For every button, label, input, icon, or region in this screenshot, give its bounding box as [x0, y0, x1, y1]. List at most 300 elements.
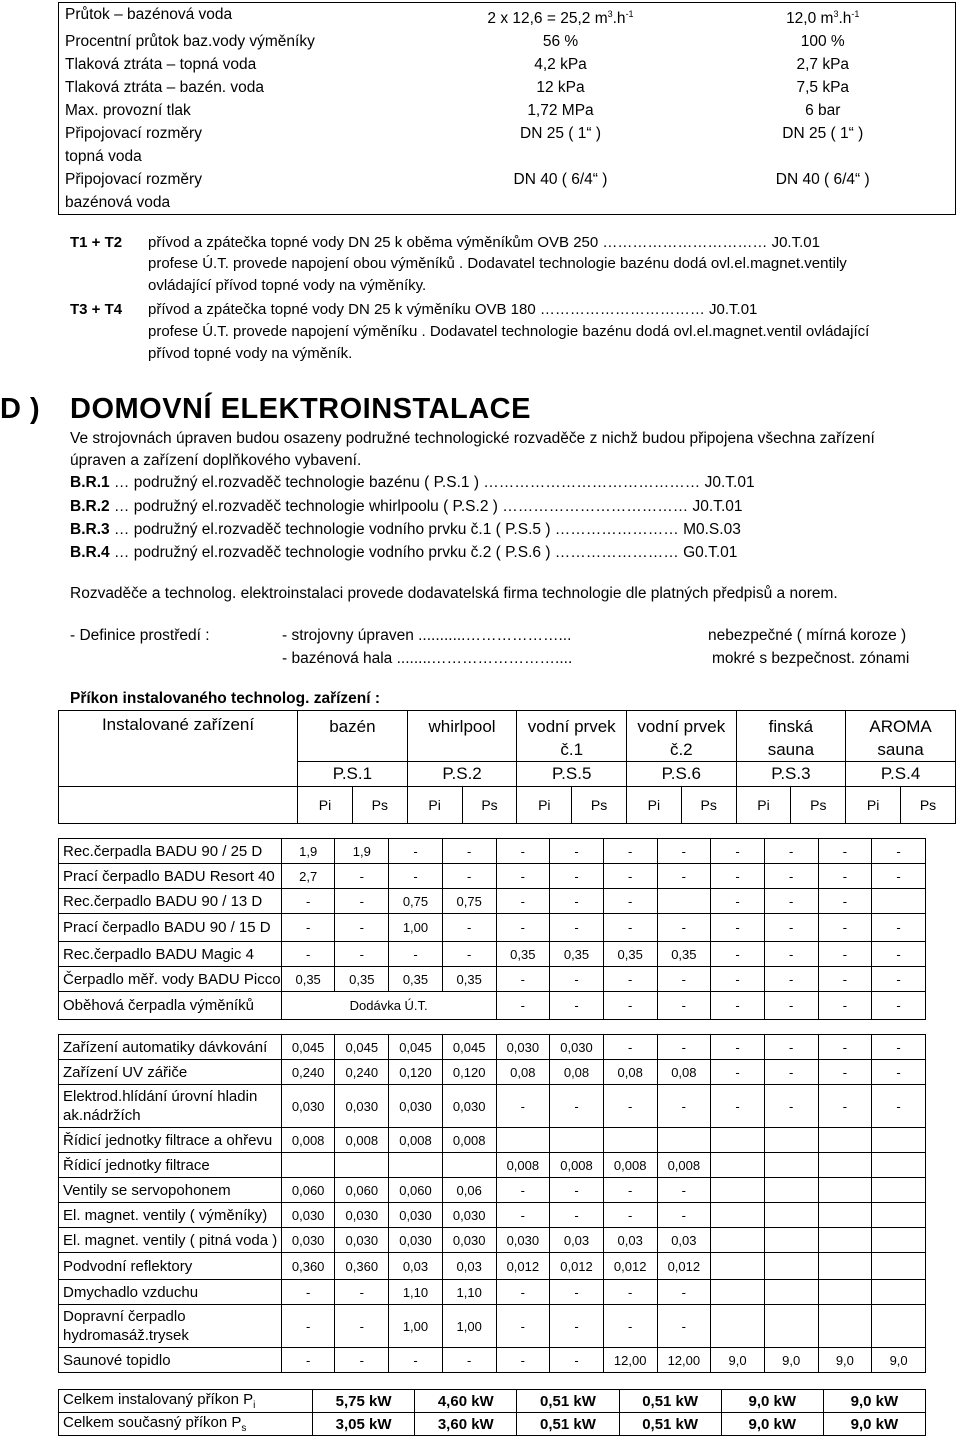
total-value: 0,51 kW: [619, 1390, 721, 1413]
table-row: [59, 1203, 926, 1228]
value-cell: -: [496, 1178, 550, 1203]
table-row: [59, 1280, 926, 1305]
exchanger-label-cell: [59, 99, 431, 122]
value-text: 100 %: [800, 33, 845, 51]
value-cell: -: [442, 864, 496, 889]
value-cell: -: [764, 942, 818, 967]
value-cell: [764, 1203, 818, 1228]
exchanger-label: Tlaková ztráta – topná voda: [65, 56, 257, 74]
exchanger-value: [431, 122, 691, 168]
table-row: [59, 1178, 926, 1203]
table-row: [59, 1085, 926, 1128]
value-cell: -: [550, 992, 604, 1020]
exchanger-value: [691, 3, 956, 31]
value-cell: [711, 1128, 765, 1153]
row-name: Rec.čerpadla BADU 90 / 25 D: [59, 839, 282, 864]
exchanger-value: [431, 3, 691, 31]
value-cell: -: [550, 1178, 604, 1203]
exchanger-label-2: bazénová voda: [65, 194, 171, 212]
value-cell: -: [603, 967, 657, 992]
table-row: [59, 1153, 926, 1178]
value-cell: -: [818, 914, 872, 942]
value-cell: -: [711, 967, 765, 992]
devices-table: [58, 1034, 926, 1373]
value-cell: 0,120: [442, 1060, 496, 1085]
value-cell: -: [818, 967, 872, 992]
value-cell: 0,045: [442, 1035, 496, 1060]
value-cell: [550, 1128, 604, 1153]
value-text: 1,72 MPa: [527, 102, 594, 120]
row-name: El. magnet. ventily ( pitná voda ): [59, 1228, 282, 1253]
row-name: Elektrod.hlídání úrovní hladin ak.nádržích: [59, 1085, 282, 1128]
value-cell: 12,00: [603, 1348, 657, 1373]
installed-equipment-header: Instalované zařízení: [59, 711, 298, 787]
value-cell: -: [603, 914, 657, 942]
value-cell: -: [657, 1035, 711, 1060]
value-cell: -: [389, 839, 443, 864]
value-cell: -: [335, 914, 389, 942]
equipment-header: [736, 711, 846, 762]
environment-label: - Definice prostředí :: [70, 627, 210, 644]
total-name: [59, 1413, 313, 1436]
value-cell: -: [764, 839, 818, 864]
value-cell: -: [335, 1280, 389, 1305]
total-row: [59, 1413, 926, 1436]
exchanger-label-cell: [59, 30, 431, 53]
environment-1: - strojovny úpraven ...........………………...: [282, 627, 572, 644]
value-cell: [764, 1128, 818, 1153]
value-cell: [818, 1228, 872, 1253]
value-text: 6 bar: [805, 102, 841, 120]
value-cell: 0,030: [281, 1203, 335, 1228]
table-row: [59, 1228, 926, 1253]
switchboard-code: B.R.1: [70, 474, 110, 491]
value-cell: [818, 1203, 872, 1228]
value-cell: 0,008: [603, 1153, 657, 1178]
value-cell: 0,75: [442, 889, 496, 914]
row-name: Řídicí jednotky filtrace a ohřevu: [59, 1128, 282, 1153]
value-cell: 0,030: [281, 1228, 335, 1253]
table-row: [59, 889, 926, 914]
exchanger-row: [59, 53, 956, 76]
value-cell: [872, 1128, 926, 1153]
value-cell: -: [496, 914, 550, 942]
value-text: DN 40 ( 6/4“ ): [775, 171, 870, 189]
value-cell: 9,0: [818, 1348, 872, 1373]
value-cell: -: [764, 914, 818, 942]
value-sup2: -1: [625, 9, 634, 19]
value-cell: -: [281, 889, 335, 914]
value-cell: -: [764, 1085, 818, 1128]
value-cell: -: [657, 1280, 711, 1305]
table-row: [59, 1128, 926, 1153]
equipment-name-2: č.1: [560, 740, 584, 759]
table-row: [59, 1253, 926, 1280]
value-cell: -: [496, 864, 550, 889]
equipment-header: [298, 711, 408, 762]
ps-code: P.S.4: [846, 762, 956, 787]
value-cell: [496, 1128, 550, 1153]
table-row: [59, 1305, 926, 1348]
row-name: Dopravní čerpadlo hydromasáž.trysek: [59, 1305, 282, 1348]
total-value: 9,0 kW: [721, 1413, 823, 1436]
value-cell: [711, 1203, 765, 1228]
exchanger-label-cell: [59, 122, 431, 168]
value-cell: -: [818, 839, 872, 864]
value-cell: 0,030: [550, 1035, 604, 1060]
total-value: 0,51 kW: [517, 1413, 619, 1436]
row-name: El. magnet. ventily ( výměníky): [59, 1203, 282, 1228]
value-text: 12 kPa: [536, 79, 585, 97]
value-text: DN 25 ( 1“ ): [782, 125, 864, 143]
value-cell: -: [657, 839, 711, 864]
ps-code: P.S.6: [627, 762, 737, 787]
equipment-name-2: sauna: [767, 740, 815, 759]
value-cell: -: [389, 864, 443, 889]
value-cell: -: [711, 839, 765, 864]
value-text: 4,2 kPa: [534, 56, 587, 74]
merged-cell: Dodávka Ú.T.: [281, 992, 496, 1020]
value-cell: [764, 1228, 818, 1253]
environment-1-value: nebezpečné ( mírná koroze ): [708, 627, 907, 644]
ps-label: Ps: [791, 787, 846, 824]
total-subscript: s: [241, 1423, 247, 1434]
value-cell: [872, 1305, 926, 1348]
value-cell: -: [711, 1060, 765, 1085]
value-cell: -: [657, 992, 711, 1020]
row-name: Dmychadlo vzduchu: [59, 1280, 282, 1305]
value-cell: -: [442, 1348, 496, 1373]
table-row: [59, 942, 926, 967]
value-cell: 0,008: [335, 1128, 389, 1153]
value-cell: 0,030: [496, 1035, 550, 1060]
value-cell: [711, 1305, 765, 1348]
value-cell: -: [496, 1348, 550, 1373]
value-cell: 0,120: [389, 1060, 443, 1085]
value-cell: 1,9: [335, 839, 389, 864]
t3-label: T3 + T4: [70, 301, 123, 318]
value-text: 7,5 kPa: [796, 79, 850, 97]
value-cell: -: [818, 942, 872, 967]
value-sup: 3: [607, 9, 613, 19]
value-cell: -: [872, 1060, 926, 1085]
value-cell: -: [657, 914, 711, 942]
t3-line3: přívod topné vody na výměník.: [148, 345, 353, 362]
exchanger-value: [431, 53, 691, 76]
value-cell: 0,06: [442, 1178, 496, 1203]
pi-ps-row: [59, 787, 956, 824]
switchboard-text: … podružný el.rozvaděč technologie vodního prvku č.1 ( P.S.5 ) …………………… M0.S.03: [109, 521, 741, 538]
row-name: Zařízení UV zářiče: [59, 1060, 282, 1085]
value-cell: 0,045: [389, 1035, 443, 1060]
equipment-name-2: č.2: [669, 740, 693, 759]
value-cell: [818, 1305, 872, 1348]
value-cell: 0,03: [442, 1253, 496, 1280]
t1-line2: profese Ú.T. provede napojení obou výměníků . Dodavatel technologie bazénu dodá ovl.el.magnet.ventily: [148, 255, 847, 272]
value-cell: -: [603, 1280, 657, 1305]
value-cell: 9,0: [711, 1348, 765, 1373]
row-name: Saunové topidlo: [59, 1348, 282, 1373]
value-cell: [764, 1305, 818, 1348]
equipment-name: whirlpool: [428, 717, 496, 736]
value-cell: -: [442, 839, 496, 864]
value-cell: 0,35: [603, 942, 657, 967]
value-cell: [818, 1178, 872, 1203]
value-cell: -: [281, 1348, 335, 1373]
environment-2-value: mokré s bezpečnost. zónami: [712, 650, 910, 667]
ps-label: Ps: [352, 787, 407, 824]
value-cell: -: [389, 942, 443, 967]
value-cell: 1,10: [389, 1280, 443, 1305]
table-row: [59, 1348, 926, 1373]
value-cell: -: [657, 864, 711, 889]
exchanger-value: [691, 168, 956, 215]
ps-code: P.S.5: [517, 762, 627, 787]
value-cell: 0,060: [335, 1178, 389, 1203]
exchanger-row: [59, 3, 956, 31]
equipment-header: [846, 711, 956, 762]
rozvadece-note: Rozvaděče a technolog. elektroinstalaci provede dodavatelská firma technologie dle platných předpisů a norem.: [70, 585, 838, 602]
value-cell: -: [550, 889, 604, 914]
equipment-name: vodní prvek: [637, 717, 726, 736]
value-text: DN 40 ( 6/4“ ): [513, 171, 608, 189]
value-cell: -: [442, 942, 496, 967]
value-cell: [872, 1178, 926, 1203]
value-cell: -: [550, 967, 604, 992]
value-text: 2 x 12,6 = 25,2 m: [487, 10, 608, 28]
pi-label: Pi: [298, 787, 353, 824]
value-cell: -: [603, 1203, 657, 1228]
value-cell: [711, 1280, 765, 1305]
value-cell: -: [764, 967, 818, 992]
value-cell: 0,012: [603, 1253, 657, 1280]
row-name: Prací čerpadlo BADU 90 / 15 D: [59, 914, 282, 942]
value-cell: -: [872, 942, 926, 967]
value-cell: 0,008: [550, 1153, 604, 1178]
total-value: 9,0 kW: [823, 1413, 925, 1436]
pi-label: Pi: [627, 787, 682, 824]
value-cell: -: [335, 864, 389, 889]
value-cell: -: [335, 1305, 389, 1348]
value-cell: -: [818, 1060, 872, 1085]
value-cell: 9,0: [872, 1348, 926, 1373]
value-cell: 0,08: [496, 1060, 550, 1085]
value-cell: -: [442, 914, 496, 942]
value-cell: -: [335, 1348, 389, 1373]
equipment-name: AROMA: [869, 717, 932, 736]
value-cell: [764, 1253, 818, 1280]
value-cell: [872, 1253, 926, 1280]
total-row: [59, 1390, 926, 1413]
value-cell: 0,030: [389, 1228, 443, 1253]
total-label: Celkem současný příkon P: [63, 1414, 242, 1431]
value-cell: 0,08: [657, 1060, 711, 1085]
exchanger-label-cell: [59, 76, 431, 99]
value-cell: 0,360: [335, 1253, 389, 1280]
value-cell: -: [496, 839, 550, 864]
equipment-header: [517, 711, 627, 762]
value-cell: 0,35: [496, 942, 550, 967]
t3-line1: přívod a zpátečka topné vody DN 25 k výměníku OVB 180 …………………………… J0.T.01: [148, 301, 758, 318]
section-letter: D ): [0, 393, 41, 425]
value-cell: [818, 1128, 872, 1153]
ps-code: P.S.2: [407, 762, 517, 787]
value-cell: -: [603, 839, 657, 864]
value-cell: -: [603, 1085, 657, 1128]
value-cell: [764, 1280, 818, 1305]
value-cell: -: [872, 864, 926, 889]
value-cell: 0,030: [389, 1203, 443, 1228]
value-cell: -: [550, 864, 604, 889]
value-cell: 0,060: [389, 1178, 443, 1203]
value-cell: [281, 1153, 335, 1178]
value-cell: 0,03: [657, 1228, 711, 1253]
value-cell: 0,03: [550, 1228, 604, 1253]
exchanger-row: [59, 168, 956, 215]
intro-line2: úpraven a zařízení doplňkového vybavení.: [70, 452, 362, 469]
exchanger-value: [691, 76, 956, 99]
value-cell: 1,00: [389, 1305, 443, 1348]
switchboard-code: B.R.2: [70, 498, 110, 515]
value-tail: .h: [838, 10, 852, 28]
value-cell: -: [335, 889, 389, 914]
value-cell: -: [818, 864, 872, 889]
value-cell: -: [657, 1305, 711, 1348]
power-title: Příkon instalovaného technolog. zařízení :: [70, 690, 381, 707]
total-value: 5,75 kW: [313, 1390, 415, 1413]
value-cell: -: [818, 992, 872, 1020]
exchanger-row: [59, 99, 956, 122]
value-cell: [711, 1228, 765, 1253]
value-cell: -: [496, 1280, 550, 1305]
pi-label: Pi: [736, 787, 791, 824]
header-row: [59, 711, 956, 762]
total-value: 9,0 kW: [721, 1390, 823, 1413]
total-label: Celkem instalovaný příkon P: [63, 1391, 254, 1408]
exchanger-label-cell: [59, 168, 431, 215]
value-cell: -: [711, 942, 765, 967]
value-cell: 0,75: [389, 889, 443, 914]
value-cell: 0,030: [281, 1085, 335, 1128]
value-cell: -: [872, 992, 926, 1020]
exchanger-label: Max. provozní tlak: [65, 102, 191, 120]
value-cell: 0,08: [603, 1060, 657, 1085]
value-text: 2,7 kPa: [796, 56, 850, 74]
value-cell: 0,008: [496, 1153, 550, 1178]
totals-table: [58, 1389, 926, 1436]
value-cell: -: [711, 864, 765, 889]
value-cell: 0,35: [657, 942, 711, 967]
exchanger-row: [59, 30, 956, 53]
pi-label: Pi: [846, 787, 901, 824]
power-header-table: [58, 710, 956, 824]
row-name: Prací čerpadlo BADU Resort 40: [59, 864, 282, 889]
ps-label: Ps: [462, 787, 517, 824]
value-cell: 0,35: [442, 967, 496, 992]
value-cell: 0,03: [603, 1228, 657, 1253]
pi-label: Pi: [407, 787, 462, 824]
value-cell: 0,012: [496, 1253, 550, 1280]
value-cell: 0,35: [281, 967, 335, 992]
exchanger-label: Připojovací rozměry: [65, 125, 202, 143]
switchboard-line: [70, 472, 755, 494]
value-cell: 12,00: [657, 1348, 711, 1373]
value-cell: 0,030: [389, 1085, 443, 1128]
total-value: 4,60 kW: [415, 1390, 517, 1413]
value-cell: 0,35: [550, 942, 604, 967]
exchanger-value: [691, 99, 956, 122]
ps-label: Ps: [681, 787, 736, 824]
value-cell: 0,060: [281, 1178, 335, 1203]
value-cell: -: [603, 889, 657, 914]
value-cell: 0,030: [442, 1203, 496, 1228]
row-name: Rec.čerpadlo BADU Magic 4: [59, 942, 282, 967]
value-cell: 0,008: [442, 1128, 496, 1153]
value-cell: 0,030: [335, 1085, 389, 1128]
value-cell: -: [550, 1085, 604, 1128]
value-cell: [818, 1280, 872, 1305]
value-cell: -: [603, 992, 657, 1020]
value-cell: -: [764, 889, 818, 914]
row-name: Čerpadlo měř. vody BADU Picco: [59, 967, 282, 992]
value-cell: 0,03: [389, 1253, 443, 1280]
value-cell: 0,008: [281, 1128, 335, 1153]
value-cell: 9,0: [764, 1348, 818, 1373]
value-cell: 0,030: [335, 1228, 389, 1253]
total-subscript: i: [253, 1400, 256, 1411]
value-cell: 0,008: [389, 1128, 443, 1153]
value-cell: 0,240: [335, 1060, 389, 1085]
value-cell: -: [550, 1305, 604, 1348]
value-cell: 0,030: [335, 1203, 389, 1228]
value-cell: -: [496, 967, 550, 992]
value-cell: 0,35: [335, 967, 389, 992]
switchboard-code: B.R.4: [70, 544, 110, 561]
value-cell: [657, 1128, 711, 1153]
switchboard-code: B.R.3: [70, 521, 110, 538]
value-cell: 0,08: [550, 1060, 604, 1085]
value-cell: 0,030: [442, 1228, 496, 1253]
value-cell: -: [496, 889, 550, 914]
ps-label: Ps: [572, 787, 627, 824]
value-cell: -: [281, 942, 335, 967]
ps-code: P.S.3: [736, 762, 846, 787]
value-cell: -: [496, 1305, 550, 1348]
t1-label: T1 + T2: [70, 234, 123, 251]
equipment-header: [407, 711, 517, 762]
value-cell: -: [818, 889, 872, 914]
value-cell: [442, 1153, 496, 1178]
total-value: 0,51 kW: [517, 1390, 619, 1413]
value-text: 56 %: [542, 33, 579, 51]
table-row: [59, 1060, 926, 1085]
value-cell: 0,012: [657, 1253, 711, 1280]
value-cell: [872, 889, 926, 914]
value-cell: [818, 1153, 872, 1178]
exchanger-value: [431, 99, 691, 122]
switchboard-text: … podružný el.rozvaděč technologie bazénu ( P.S.1 ) …………………………………… J0.T.01: [109, 474, 755, 491]
value-cell: 0,045: [281, 1035, 335, 1060]
value-cell: [872, 1228, 926, 1253]
value-cell: [872, 1280, 926, 1305]
t1-line3: ovládající přívod topné vody na výměníky.: [148, 277, 427, 294]
switchboard-line: [70, 496, 743, 518]
value-cell: -: [657, 1178, 711, 1203]
value-cell: [818, 1253, 872, 1280]
value-cell: [657, 889, 711, 914]
table-row: [59, 1035, 926, 1060]
total-name: [59, 1390, 313, 1413]
